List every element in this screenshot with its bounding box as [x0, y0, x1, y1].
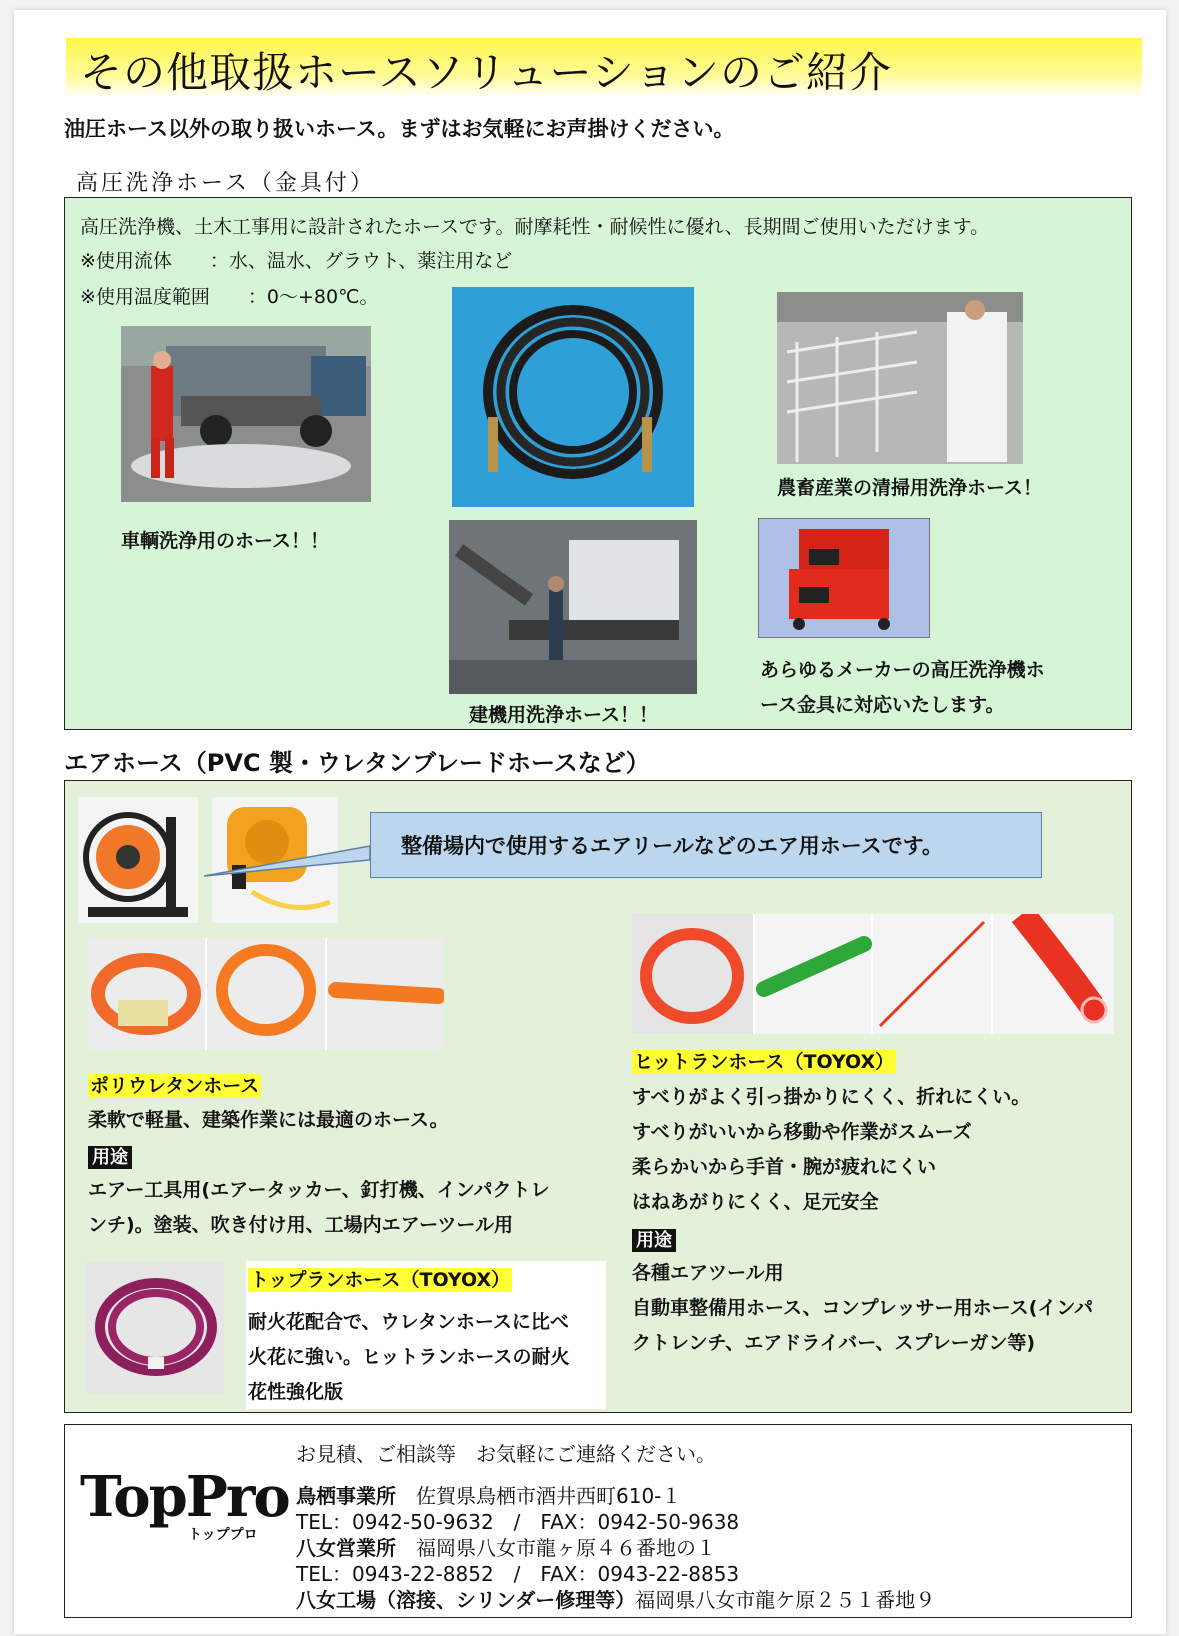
hitrun-use-line2: 自動車整備用ホース、コンプレッサー用ホース(インパ: [632, 1297, 1094, 1319]
hitrun-line4: はねあがりにくく、足元安全: [632, 1191, 879, 1213]
hitrun-line2: すべりがいいから移動や作業がスムーズ: [632, 1121, 972, 1143]
hitrun-use-label: 用途: [632, 1229, 676, 1252]
photo-air-reel-1: [78, 797, 198, 923]
yame-address: 福岡県八女市龍ヶ原４６番地の１: [416, 1536, 716, 1560]
urethane-name: ポリウレタンホース: [90, 1075, 260, 1097]
toprun-desc-line1: 耐火花配合で、ウレタンホースに比べ: [248, 1311, 569, 1333]
hitrun-name-wrap: [632, 1047, 896, 1074]
urethane-name-wrap: [88, 1071, 261, 1098]
urethane-use-wrap: [88, 1143, 132, 1169]
yame-name: 八女営業所: [296, 1536, 396, 1560]
photo-high-pressure-hose: [452, 287, 694, 507]
section1-heading: 高圧洗浄ホース（金具付）: [76, 171, 375, 196]
factory: [296, 1584, 935, 1613]
photo-vehicle-washing: [121, 326, 371, 502]
photo-urethane-hoses: [88, 938, 444, 1050]
toprun-desc-line3: 花性強化版: [248, 1381, 344, 1403]
caption-maker-line1: あらゆるメーカーの高圧洗浄機ホ: [760, 659, 1045, 681]
caption-machine: 建機用洗浄ホース！！: [469, 704, 659, 726]
urethane-use-line2: ンチ)。塗装、吹き付け用、工場内エアーツール用: [88, 1214, 513, 1236]
air-hose-callout: 整備場内で使用するエアリールなどのエア用ホースです。: [370, 812, 1042, 878]
hitrun-use-wrap: [632, 1226, 676, 1252]
hitrun-name: ヒットランホース（TOYOX）: [634, 1051, 895, 1073]
photo-hitrun-hoses: [632, 914, 1114, 1034]
hitrun-line3: 柔らかいから手首・腕が疲れにくい: [632, 1156, 937, 1178]
toprun-desc-line2: 火花に強い。ヒットランホースの耐火: [248, 1346, 570, 1368]
tosu-name: 鳥栖事業所: [296, 1484, 396, 1508]
factory-name: 八女工場（溶接、シリンダー修理等）: [296, 1588, 636, 1612]
section2-heading: エアホース（PVC 製・ウレタンブレードホースなど）: [64, 749, 650, 777]
hitrun-use-line3: クトレンチ、エアドライバー、スプレーガン等): [632, 1332, 1036, 1354]
urethane-use-line1: エアー工具用(エアータッカー、釘打機、インパクトレ: [88, 1179, 550, 1201]
tosu-office: [296, 1480, 681, 1509]
urethane-use-label: 用途: [88, 1146, 132, 1169]
factory-address: 福岡県八女市龍ケ原２５１番地９: [635, 1588, 936, 1612]
page-title: その他取扱ホースソリューションのご紹介: [80, 48, 892, 97]
hitrun-line1: すべりがよく引っ掛かりにくく、折れにくい。: [632, 1086, 1031, 1108]
urethane-desc: 柔軟で軽量、建築作業には最適のホース。: [88, 1109, 449, 1131]
yame-office: [296, 1532, 716, 1561]
hitrun-use-line1: 各種エアツール用: [632, 1262, 784, 1284]
photo-pressure-washer: [758, 518, 930, 638]
contact-lead: お見積、ご相談等 お気軽にご連絡ください。: [296, 1442, 716, 1466]
photo-toprun-hose: [86, 1261, 224, 1393]
tosu-address: 佐賀県鳥栖市酒井西町610-１: [416, 1484, 682, 1508]
yame-phone: TEL：0943-22-8852 / FAX：0943-22-8853: [296, 1562, 740, 1586]
caption-vehicle: 車輌洗浄用のホース！！: [121, 530, 330, 552]
company-logo-kana: トッププロ: [188, 1527, 258, 1543]
section1-temp: ※使用温度範囲 ：0～+80℃。: [80, 286, 379, 308]
caption-maker-line2: ース金具に対応いたします。: [760, 694, 1005, 716]
section1-fluid: ※使用流体 ：水、温水、グラウト、薬注用など: [80, 250, 513, 272]
toprun-name: トップランホース（TOYOX）: [250, 1269, 511, 1291]
section1-desc: 高圧洗浄機、土木工事用に設計されたホースです。耐摩耗性・耐候性に優れ、長期間ご使用いただけます。: [80, 216, 990, 238]
caption-livestock: 農畜産業の清掃用洗浄ホース！: [777, 477, 1043, 499]
photo-livestock-cleaning: [777, 292, 1023, 464]
company-logo: TopPro: [80, 1464, 289, 1530]
tosu-phone: TEL：0942-50-9632 / FAX：0942-50-9638: [296, 1510, 740, 1534]
photo-machine-washing: [449, 520, 697, 694]
callout-pointer: [200, 840, 380, 880]
toprun-name-wrap: [248, 1265, 512, 1292]
intro-text: 油圧ホース以外の取り扱いホース。まずはお気軽にお声掛けください。: [64, 117, 735, 141]
